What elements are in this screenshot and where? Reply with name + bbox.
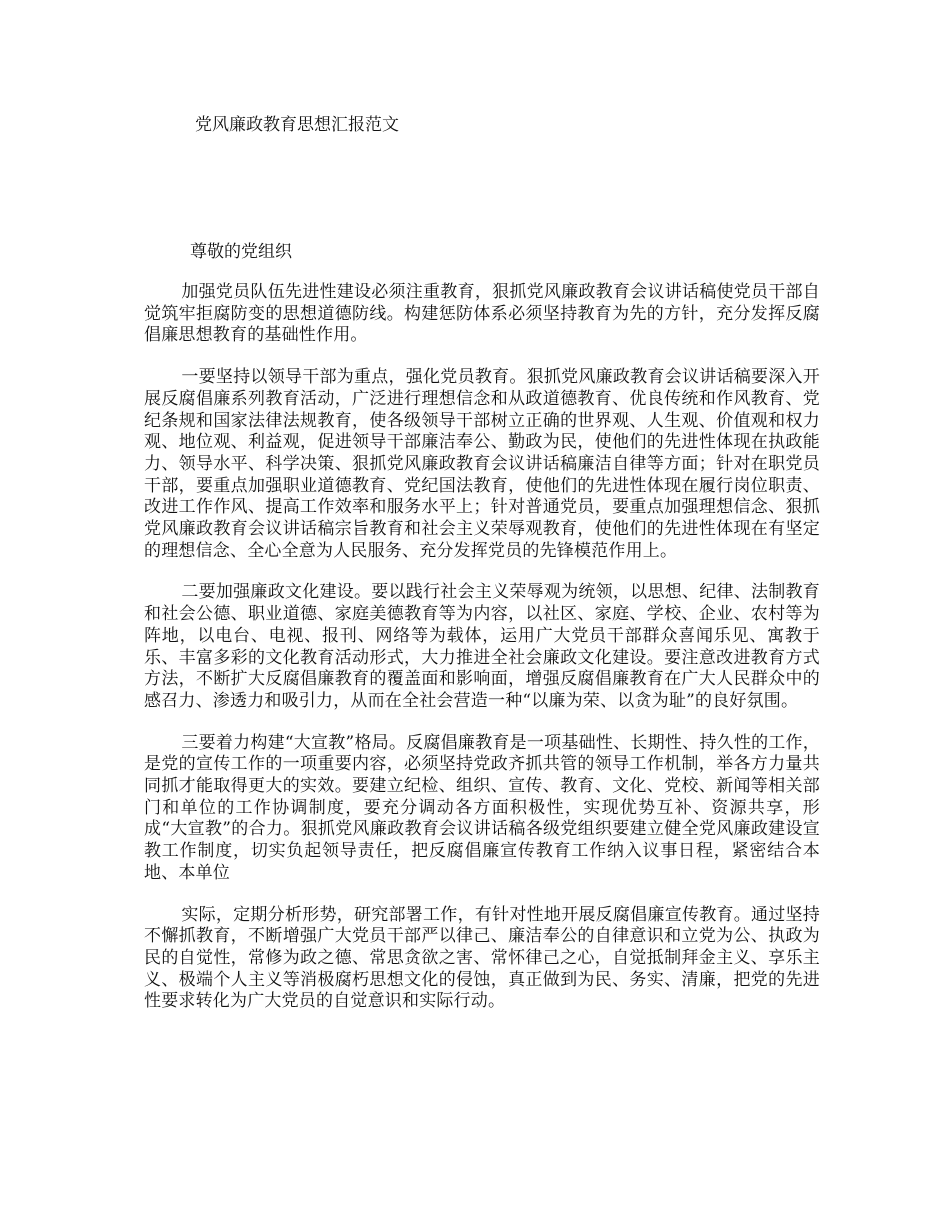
paragraph-point-three: 三要着力构建“大宣教”格局。反腐倡廉教育是一项基础性、长期性、持久性的工作，是党的宣传工作的一项重要内容，必须坚持党政齐抓共管的领导工作机制，举各方力量共同抓才能取得更大的实效。要建立纪检、组织、宣传、教育、文化、党校、新闻等相关部门和单位的工作协调制度，要充分调动各方面积极性，实现优势互补、资源共享，形成“大宣教”的合力。狠抓党风廉政教育会议讲话稿各级党组织要建立健全党风廉政建设宣教工作制度，切实负起领导责任，把反腐倡廉宣传教育工作纳入议事日程，紧密结合本地、本单位 bbox=[144, 732, 820, 883]
document-title: 党风廉政教育思想汇报范文 bbox=[195, 115, 399, 135]
paragraph-point-two: 二要加强廉政文化建设。要以践行社会主义荣辱观为统领，以思想、纪律、法制教育和社会公德、职业道德、家庭美德教育等为内容，以社区、家庭、学校、企业、农村等为阵地，以电台、电视、报刊、网络等为载体，运用广大党员干部群众喜闻乐见、寓教于乐、丰富多彩的文化教育活动形式，大力推进全社会廉政文化建设。要注意改进教育方式方法，不断扩大反腐倡廉教育的覆盖面和影响面，增强反腐倡廉教育在广大人民群众中的感召力、渗透力和吸引力，从而在全社会营造一种“以廉为荣、以贪为耻”的良好氛围。 bbox=[144, 582, 820, 711]
paragraph-point-one: 一要坚持以领导干部为重点，强化党员教育。狠抓党风廉政教育会议讲话稿要深入开展反腐倡廉系列教育活动，广泛进行理想信念和从政道德教育、优良传统和作风教育、党纪条规和国家法律法规教育，使各级领导干部树立正确的世界观、人生观、价值观和权力观、地位观、利益观，促进领导干部廉洁奉公、勤政为民，使他们的先进性体现在执政能力、领导水平、科学决策、狠抓党风廉政教育会议讲话稿廉洁自律等方面；针对在职党员干部，要重点加强职业道德教育、党纪国法教育，使他们的先进性体现在履行岗位职责、改进工作作风、提高工作效率和服务水平上；针对普通党员，要重点加强理想信念、狠抓党风廉政教育会议讲话稿宗旨教育和社会主义荣辱观教育，使他们的先进性体现在有坚定的理想信念、全心全意为人民服务、充分发挥党员的先锋模范作用上。 bbox=[144, 367, 820, 561]
salutation: 尊敬的党组织 bbox=[190, 242, 292, 262]
paragraph-intro: 加强党员队伍先进性建设必须注重教育，狠抓党风廉政教育会议讲话稿使党员干部自觉筑牢拒腐防变的思想道德防线。构建惩防体系必须坚持教育为先的方针，充分发挥反腐倡廉思想教育的基础性作用。 bbox=[144, 282, 820, 346]
document-body bbox=[144, 282, 820, 1033]
paragraph-conclusion: 实际，定期分析形势，研究部署工作，有针对性地开展反腐倡廉宣传教育。通过坚持不懈抓教育，不断增强广大党员干部严以律己、廉洁奉公的自律意识和立党为公、执政为民的自觉性，常修为政之德、常思贪欲之害、常怀律己之心，自觉抵制拜金主义、享乐主义、极端个人主义等消极腐朽思想文化的侵蚀，真正做到为民、务实、清廉，把党的先进性要求转化为广大党员的自觉意识和实际行动。 bbox=[144, 904, 820, 1012]
